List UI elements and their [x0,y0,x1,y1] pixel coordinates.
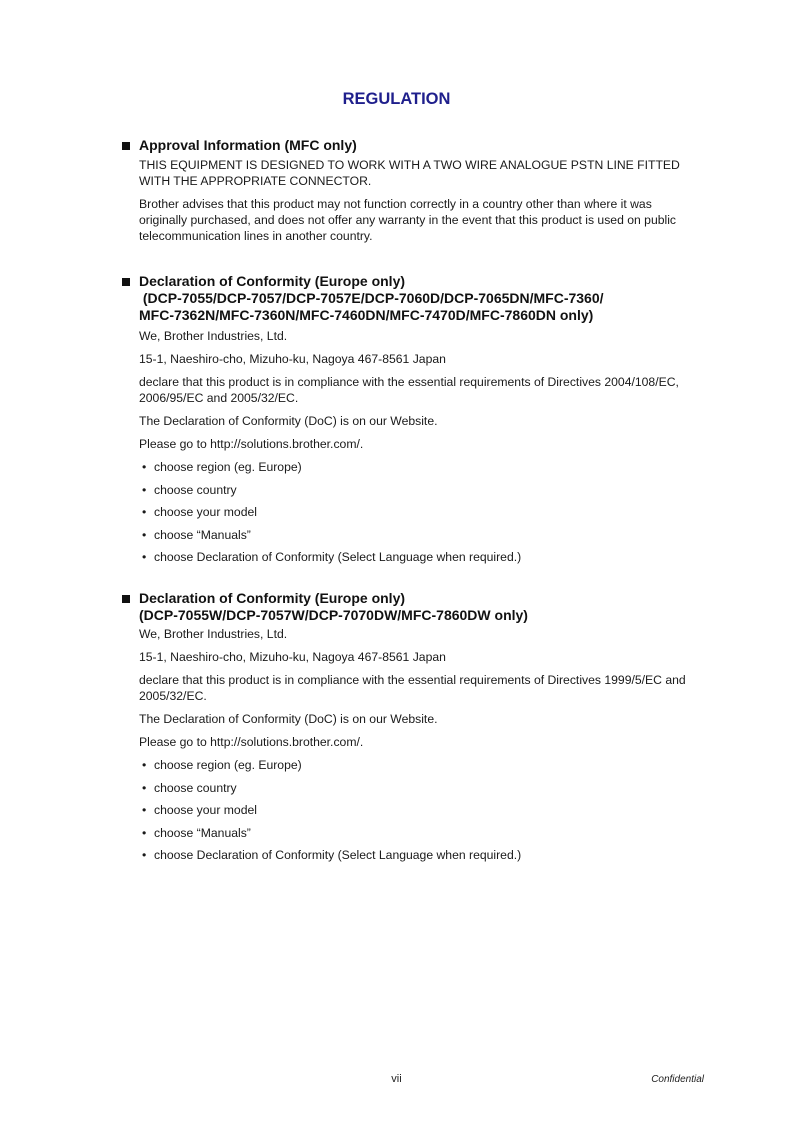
doc2-company: We, Brother Industries, Ltd. [139,627,288,641]
doc1-heading [121,273,691,324]
list-item: • choose Declaration of Conformity (Select Language when required.) [139,549,691,565]
doc1-steps-list [139,459,691,565]
list-item: • choose region (eg. Europe) [139,459,691,475]
list-item: • choose country [139,482,691,498]
page-title: REGULATION [342,90,451,108]
doc2-steps-list [139,757,691,863]
doc1-goto: Please go to http://solutions.brother.com/. [139,437,364,451]
doc1-declare: declare that this product is in compliance with the essential requirements of Directives 2004/108/EC, 2006/95/EC and 2005/32/EC. [139,375,679,405]
doc2-goto: Please go to http://solutions.brother.com/. [139,735,364,749]
confidential-label: Confidential [651,1074,704,1085]
doc2-heading [121,590,691,624]
approval-paragraph-2: Brother advises that this product may not function correctly in a country other than where it was originally purchased, and does not offer any warranty in the event that this product is used on public telecommunication lines in another country. [139,197,677,243]
square-bullet-icon [122,278,130,286]
doc1-heading-text: Declaration of Conformity (Europe only) [139,273,406,289]
doc1-company: We, Brother Industries, Ltd. [139,329,288,343]
doc1-website: The Declaration of Conformity (DoC) is on our Website. [139,414,438,428]
list-item: • choose Declaration of Conformity (Select Language when required.) [139,847,691,863]
doc1-address: 15-1, Naeshiro-cho, Mizuho-ku, Nagoya 467-8561 Japan [139,352,446,366]
page-number: vii [391,1073,402,1085]
list-item: • choose “Manuals” [139,527,691,543]
approval-heading [121,137,691,154]
doc2-declare: declare that this product is in compliance with the essential requirements of Directives 1999/5/EC and 2005/32/EC. [139,673,686,703]
list-item: • choose “Manuals” [139,825,691,841]
doc2-heading-text: Declaration of Conformity (Europe only) [139,590,406,606]
doc2-models-line-1: (DCP-7055W/DCP-7057W/DCP-7070DW/MFC-7860DW only) [139,607,528,623]
approval-paragraph-1: THIS EQUIPMENT IS DESIGNED TO WORK WITH A TWO WIRE ANALOGUE PSTN LINE FITTED WITH THE APPROPRIATE CONNECTOR. [139,158,680,188]
approval-body [121,157,691,244]
list-item: • choose your model [139,802,691,818]
approval-section [121,137,691,251]
list-item: • choose your model [139,504,691,520]
doc2-address: 15-1, Naeshiro-cho, Mizuho-ku, Nagoya 467-8561 Japan [139,650,446,664]
doc2-website: The Declaration of Conformity (DoC) is on our Website. [139,712,438,726]
doc1-body [121,328,691,565]
list-item: • choose country [139,780,691,796]
doc1-models-line-2: MFC-7362N/MFC-7360N/MFC-7460DN/MFC-7470D/MFC-7860DN only) [139,307,594,323]
square-bullet-icon [122,142,130,150]
doc-section-2 [121,590,691,870]
doc2-body [121,626,691,863]
doc-section-1 [121,273,691,572]
square-bullet-icon [122,595,130,603]
doc1-models-line-1: (DCP-7055/DCP-7057/DCP-7057E/DCP-7060D/DCP-7065DN/MFC-7360/ [139,290,604,306]
list-item: • choose region (eg. Europe) [139,757,691,773]
approval-heading-text: Approval Information (MFC only) [139,137,357,153]
